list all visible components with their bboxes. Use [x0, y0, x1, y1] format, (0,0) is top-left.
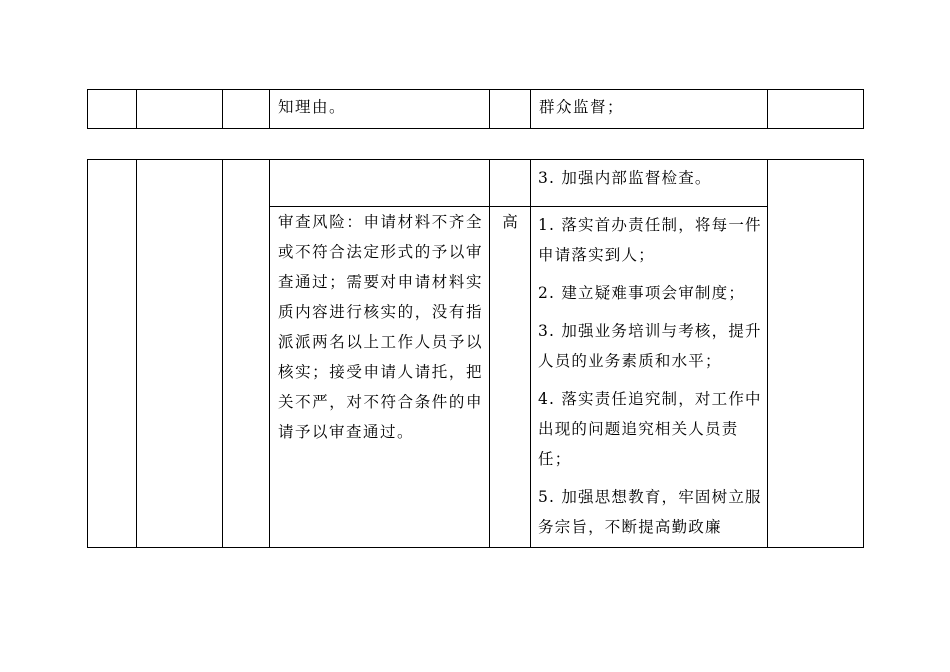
table-cell-remark	[768, 160, 864, 548]
table-cell-remark	[768, 90, 864, 129]
risk-table-top	[87, 89, 864, 129]
table-cell-level	[490, 160, 531, 207]
risk-description: 知理由。	[278, 98, 347, 116]
risk-description	[270, 160, 489, 162]
table-cell-measure	[531, 160, 768, 207]
prevention-measure-item: 4. 落实责任追究制，对工作中出现的问题追究相关人员责任；	[538, 390, 762, 468]
table-cell-measure	[531, 90, 768, 129]
risk-level: 高	[502, 213, 518, 231]
table-row	[88, 90, 864, 129]
risk-level	[490, 90, 530, 92]
table-cell-risk	[270, 160, 490, 207]
table-cell-step	[223, 90, 270, 129]
table-cell-risk	[270, 207, 490, 548]
table-cell-measure	[531, 207, 768, 548]
table-cell-index	[88, 160, 137, 548]
prevention-measure: 3. 加强内部监督检查。	[538, 169, 712, 187]
table-row	[88, 160, 864, 207]
prevention-measure-item: 5. 加强思想教育，牢固树立服务宗旨，不断提高勤政廉	[538, 488, 762, 536]
table-cell-step	[223, 160, 270, 548]
table-cell-index	[88, 90, 137, 129]
table-cell-item	[137, 160, 223, 548]
prevention-measure-item: 1. 落实首办责任制，将每一件申请落实到人；	[538, 216, 762, 264]
table-cell-level	[490, 207, 531, 548]
risk-level	[490, 160, 530, 162]
risk-table-bottom	[87, 159, 864, 548]
table-cell-risk	[270, 90, 490, 129]
prevention-measure: 群众监督；	[539, 98, 625, 116]
prevention-measure-list	[531, 207, 767, 542]
risk-description: 审查风险：申请材料不齐全或不符合法定形式的予以审查通过；需要对申请材料实质内容进行核实的，没有指派派两名以上工作人员予以核实；接受申请人请托，把关不严，对不符合条件的申请予以审查通过。	[278, 213, 483, 441]
prevention-measure-item: 3. 加强业务培训与考核，提升人员的业务素质和水平；	[538, 322, 762, 370]
prevention-measure-item: 2. 建立疑难事项会审制度；	[538, 284, 746, 302]
table-cell-level	[490, 90, 531, 129]
table-cell-item	[137, 90, 223, 129]
